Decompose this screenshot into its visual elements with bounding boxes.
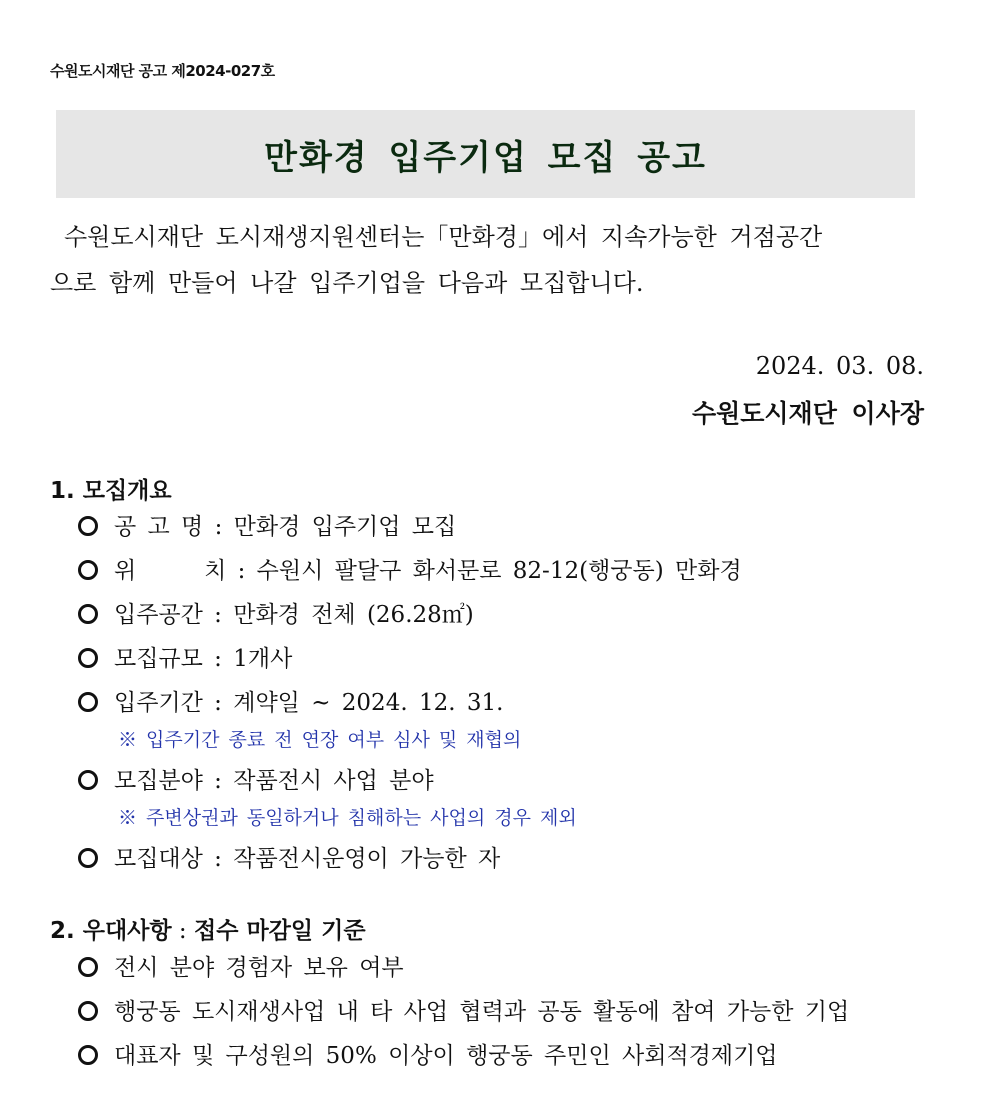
section-2-list bbox=[78, 946, 849, 1078]
circle-bullet-icon bbox=[78, 957, 98, 977]
title-banner bbox=[56, 110, 915, 198]
list-item: 대표자 및 구성원의 50% 이상이 행궁동 주민인 사회적경제기업 bbox=[78, 1034, 849, 1078]
issuer-name: 수원도시재단 이사장 bbox=[691, 399, 924, 428]
list-item: 공 고 명 : 만화경 입주기업 모집 bbox=[78, 505, 742, 549]
section-2-title: 2. 우대사항 bbox=[50, 918, 172, 944]
list-item: 모집분야 : 작품전시 사업 분야 bbox=[78, 759, 742, 803]
list-item: 입주공간 : 만화경 전체 (26.28㎡) bbox=[78, 593, 742, 637]
intro-line-1: 수원도시재단 도시재생지원센터는「만화경」에서 지속가능한 거점공간 bbox=[64, 223, 823, 251]
heading-colon: : bbox=[171, 918, 194, 944]
circle-bullet-icon bbox=[78, 848, 98, 868]
circle-bullet-icon bbox=[78, 770, 98, 790]
circle-bullet-icon bbox=[78, 560, 98, 580]
notice-date: 2024. 03. 08. bbox=[755, 352, 924, 380]
list-item: 모집대상 : 작품전시운영이 가능한 자 bbox=[78, 837, 742, 881]
note-text: ※ 입주기간 종료 전 연장 여부 심사 및 재협의 bbox=[118, 729, 522, 751]
note-text: ※ 주변상권과 동일하거나 침해하는 사업의 경우 제외 bbox=[118, 807, 577, 829]
list-item: 전시 분야 경험자 보유 여부 bbox=[78, 946, 849, 990]
notice-number: 수원도시재단 공고 제2024-027호 bbox=[50, 62, 275, 80]
section-2-subtitle: 접수 마감일 기준 bbox=[194, 918, 366, 944]
intro-line-2: 으로 함께 만들어 나갈 입주기업을 다음과 모집합니다. bbox=[50, 269, 644, 297]
circle-bullet-icon bbox=[78, 648, 98, 668]
section-2-heading bbox=[50, 912, 366, 945]
circle-bullet-icon bbox=[78, 604, 98, 624]
circle-bullet-icon bbox=[78, 1001, 98, 1021]
section-1-heading: 1. 모집개요 bbox=[50, 478, 172, 504]
circle-bullet-icon bbox=[78, 1045, 98, 1065]
page-title: 만화경 입주기업 모집 공고 bbox=[264, 137, 707, 178]
circle-bullet-icon bbox=[78, 516, 98, 536]
list-item: 위 치 : 수원시 팔달구 화서문로 82-12(행궁동) 만화경 bbox=[78, 549, 742, 593]
list-item: 입주기간 : 계약일 ~ 2024. 12. 31. bbox=[78, 681, 742, 725]
intro-paragraph bbox=[50, 214, 930, 306]
list-item: 행궁동 도시재생사업 내 타 사업 협력과 공동 활동에 참여 가능한 기업 bbox=[78, 990, 849, 1034]
section-1-list bbox=[78, 505, 742, 881]
list-item: 모집규모 : 1개사 bbox=[78, 637, 742, 681]
circle-bullet-icon bbox=[78, 692, 98, 712]
